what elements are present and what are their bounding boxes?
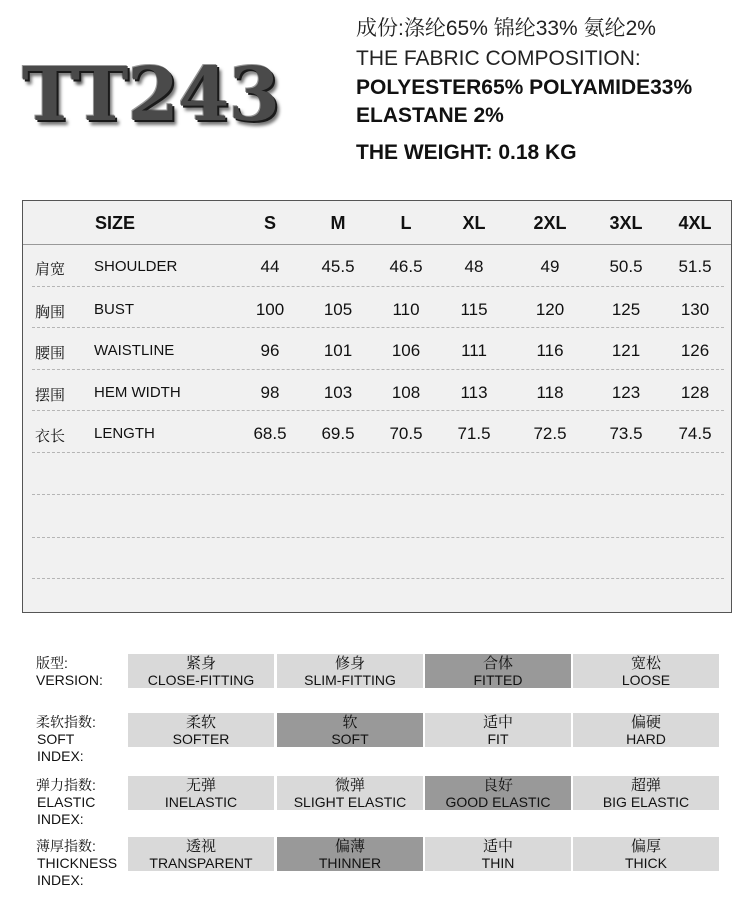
size-header-m: M [330,213,346,233]
size-header-2xl: 2XL [533,213,567,233]
size-header-l: L [400,213,412,233]
table-cell: 69.5 [321,424,355,443]
attribute-option-selected [425,654,571,688]
row-label-en: HEM WIDTH [94,384,181,401]
attribute-option-selected [425,776,571,810]
option-label-cn: 偏硬 [630,714,661,731]
table-cell: 50.5 [609,257,643,276]
attribute-option [277,654,423,688]
table-cell: 45.5 [321,257,355,276]
table-cell: 98 [260,383,280,402]
table-cell: 106 [391,341,421,360]
table-row [23,287,731,329]
attribute-label-line: INDEX: [37,872,84,888]
composition-chinese: 成份:涤纶65% 锦纶33% 氨纶2% [356,17,656,40]
table-row [23,411,731,453]
row-label-en: LENGTH [94,425,155,442]
option-label-en: CLOSE-FITTING [147,672,255,688]
row-label-en: WAISTLINE [94,342,175,359]
table-cell: 123 [611,383,641,402]
option-label-cn: 合体 [482,655,513,672]
attribute-label-line: INDEX: [37,811,84,827]
attribute-option-selected [277,837,423,871]
table-cell: 71.5 [457,424,491,443]
option-label-cn: 透视 [185,838,216,855]
table-cell: 73.5 [609,424,643,443]
size-header-s: S [263,213,276,233]
row-divider [32,410,724,411]
table-cell: 72.5 [533,424,567,443]
table-cell: 103 [323,383,353,402]
option-label-en: FITTED [473,672,523,688]
option-label-cn: 紧身 [185,655,216,672]
table-cell: 51.5 [678,257,712,276]
row-label-en: SHOULDER [94,258,178,275]
attribute-label-line: 版型: [36,655,68,671]
option-label-cn: 宽松 [630,655,661,672]
size-header-4xl: 4XL [678,213,712,233]
composition-value-line-1: POLYESTER65% POLYAMIDE33% [356,76,693,99]
attribute-option [425,837,571,871]
table-cell: 70.5 [389,424,423,443]
row-label-cn: 胸围 [35,304,66,321]
option-label-cn: 适中 [482,838,513,855]
row-divider [32,327,724,328]
row-divider [32,494,724,495]
table-cell: 74.5 [678,424,712,443]
option-label-cn: 修身 [334,655,365,672]
size-header-3xl: 3XL [609,213,643,233]
option-label-en: FIT [487,731,509,747]
attribute-label-line: 薄厚指数: [36,838,96,854]
attribute-label [36,714,96,765]
table-cell: 121 [611,341,641,360]
attribute-option [128,654,274,688]
table-cell: 49 [540,257,560,276]
attribute-label-line: ELASTIC [37,794,96,810]
attribute-option [277,776,423,810]
attribute-option [573,837,719,871]
attribute-option [425,713,571,747]
table-row [23,370,731,412]
table-cell: 100 [255,300,285,319]
attribute-option [573,776,719,810]
table-cell: 115 [460,300,488,319]
table-cell: 128 [680,383,710,402]
attribute-option [128,713,274,747]
attribute-option [573,654,719,688]
row-divider [32,369,724,370]
option-label-en: SOFTER [172,731,230,747]
size-chart-table [22,200,732,613]
attribute-label-line: INDEX: [37,748,84,764]
option-label-en: TRANSPARENT [149,855,253,871]
option-label-en: INELASTIC [164,794,238,810]
option-label-cn: 软 [342,714,358,731]
option-label-en: THIN [481,855,515,871]
table-cell: 105 [323,300,353,319]
attribute-label [36,655,103,689]
attribute-label-line: VERSION: [36,672,103,688]
table-cell: 111 [461,341,487,360]
table-cell: 96 [260,341,280,360]
product-code-logo: TT243 [22,52,279,138]
row-label-cn: 衣长 [35,428,66,445]
table-cell: 108 [391,383,421,402]
option-label-en: THICK [625,855,667,871]
row-divider [32,578,724,579]
table-cell: 116 [536,341,564,360]
table-cell: 110 [392,300,420,319]
option-label-en: BIG ELASTIC [602,794,690,810]
option-label-en: THINNER [318,855,382,871]
option-label-cn: 偏厚 [630,838,661,855]
table-cell: 68.5 [253,424,287,443]
option-label-en: GOOD ELASTIC [445,794,551,810]
option-label-cn: 微弹 [334,777,365,794]
attribute-label-line: 弹力指数: [36,777,96,793]
option-label-cn: 柔软 [185,714,216,731]
option-label-en: SLIGHT ELASTIC [293,794,407,810]
size-header-xl: XL [462,213,486,233]
attribute-label [36,777,96,828]
option-label-cn: 良好 [482,777,513,794]
composition-value-line-2: ELASTANE 2% [356,104,504,127]
option-label-en: LOOSE [621,672,671,688]
row-label-en: BUST [94,301,135,318]
attribute-option-selected [277,713,423,747]
row-divider [32,286,724,287]
table-cell: 125 [611,300,641,319]
table-cell: 120 [535,300,565,319]
composition-values [356,74,746,130]
table-cell: 48 [464,257,484,276]
size-chart-header [23,201,731,245]
table-row [23,328,731,370]
row-label-cn: 摆围 [35,387,66,404]
composition-label: THE FABRIC COMPOSITION: [356,47,641,70]
attribute-option [128,776,274,810]
option-label-cn: 偏薄 [334,838,365,855]
option-label-en: SLIM-FITTING [304,672,396,688]
option-label-en: HARD [626,731,666,747]
option-label-cn: 无弹 [185,777,216,794]
attribute-label [36,838,117,889]
option-label-en: SOFT [331,731,369,747]
row-divider [32,452,724,453]
table-row [23,244,731,286]
table-cell: 46.5 [389,257,423,276]
fabric-weight: THE WEIGHT: 0.18 KG [356,141,577,164]
attribute-option [573,713,719,747]
row-divider [32,537,724,538]
table-cell: 113 [460,383,488,402]
table-cell: 118 [536,383,564,402]
attribute-label-line: 柔软指数: [36,714,96,730]
row-label-cn: 肩宽 [35,261,66,278]
attribute-label-line: THICKNESS [37,855,118,871]
attribute-option [128,837,274,871]
table-cell: 44 [260,257,280,276]
option-label-cn: 适中 [482,714,513,731]
size-header-label: SIZE [95,213,136,233]
attribute-label-line: SOFT [37,731,75,747]
table-cell: 126 [680,341,710,360]
option-label-cn: 超弹 [630,777,661,794]
row-label-cn: 腰围 [35,345,66,362]
table-cell: 101 [323,341,353,360]
table-cell: 130 [680,300,710,319]
